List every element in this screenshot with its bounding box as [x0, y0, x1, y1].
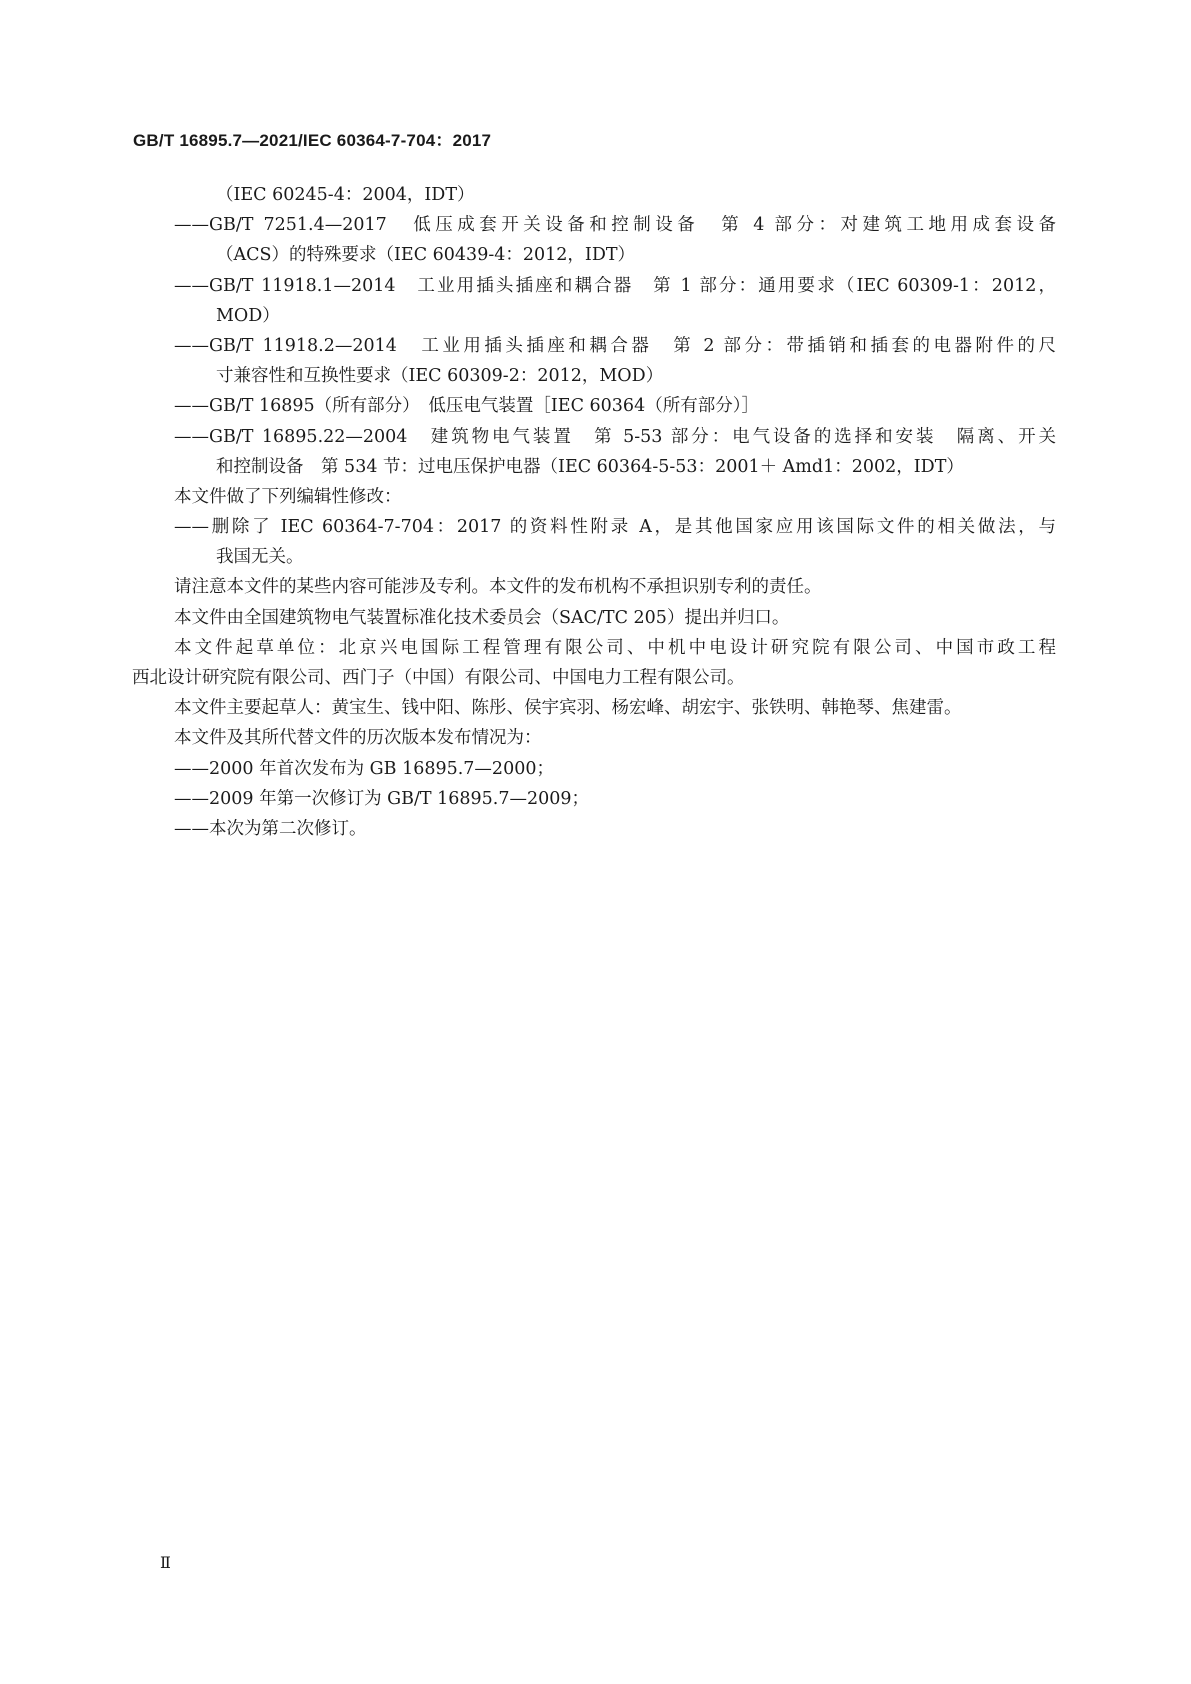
list-item-line: ——GB/T 7251.4—2017 低压成套开关设备和控制设备 第 4 部分：对建筑工地用成套设备 — [174, 215, 1056, 236]
text-line: 本文件及其所代替文件的历次版本发布情况为： — [174, 728, 542, 749]
text-line: 本文件做了下列编辑性修改： — [174, 486, 402, 507]
text-line: （ACS）的特殊要求（IEC 60439-4：2012，IDT） — [216, 245, 636, 266]
text-line: 我国无关。 — [216, 547, 304, 568]
page-number: Ⅱ — [160, 1553, 170, 1572]
text-line: 本文件由全国建筑物电气装置标准化技术委员会（SAC/TC 205）提出并归口。 — [174, 607, 790, 628]
text-line: 西北设计研究院有限公司、西门子（中国）有限公司、中国电力工程有限公司。 — [132, 668, 745, 688]
list-item-line: ——GB/T 16895.22—2004 建筑物电气装置 第 5-53 部分：电气设备的选择和安装 隔离、开关 — [174, 426, 1056, 447]
text-line: 请注意本文件的某些内容可能涉及专利。本文件的发布机构不承担识别专利的责任。 — [174, 577, 822, 598]
list-item-line: ——2000 年首次发布为 GB 16895.7—2000； — [174, 758, 554, 779]
document-body — [132, 180, 1056, 844]
text-line: 和控制设备 第 534 节：过电压保护电器（IEC 60364-5-53：2001＋ Amd1：2002，IDT） — [216, 456, 964, 477]
text-line: MOD） — [216, 305, 280, 326]
text-line: 寸兼容性和互换性要求（IEC 60309-2：2012，MOD） — [216, 366, 664, 387]
text-line: 本文件起草单位：北京兴电国际工程管理有限公司、中机中电设计研究院有限公司、中国市政工程 — [174, 637, 1056, 658]
text-line: 本文件主要起草人：黄宝生、钱中阳、陈彤、侯宇宾羽、杨宏峰、胡宏宇、张铁明、韩艳琴、焦建雷。 — [174, 698, 962, 719]
list-item-line: ——2009 年第一次修订为 GB/T 16895.7—2009； — [174, 788, 590, 809]
list-item-line: ——本次为第二次修订。 — [174, 818, 367, 839]
text-line: （IEC 60245-4：2004，IDT） — [216, 185, 475, 205]
list-item-line: ——删除了 IEC 60364-7-704：2017 的资料性附录 A，是其他国家应用该国际文件的相关做法，与 — [174, 517, 1056, 538]
list-item-line: ——GB/T 11918.1—2014 工业用插头插座和耦合器 第 1 部分：通用要求（IEC 60309-1：2012， — [174, 275, 1056, 296]
list-item-line: ——GB/T 16895（所有部分） 低压电气装置［IEC 60364（所有部分）］ — [174, 396, 759, 417]
document-header: GB/T 16895.7—2021/IEC 60364-7-704：2017 — [133, 131, 492, 150]
list-item-line: ——GB/T 11918.2—2014 工业用插头插座和耦合器 第 2 部分：带插销和插套的电器附件的尺 — [174, 335, 1056, 356]
